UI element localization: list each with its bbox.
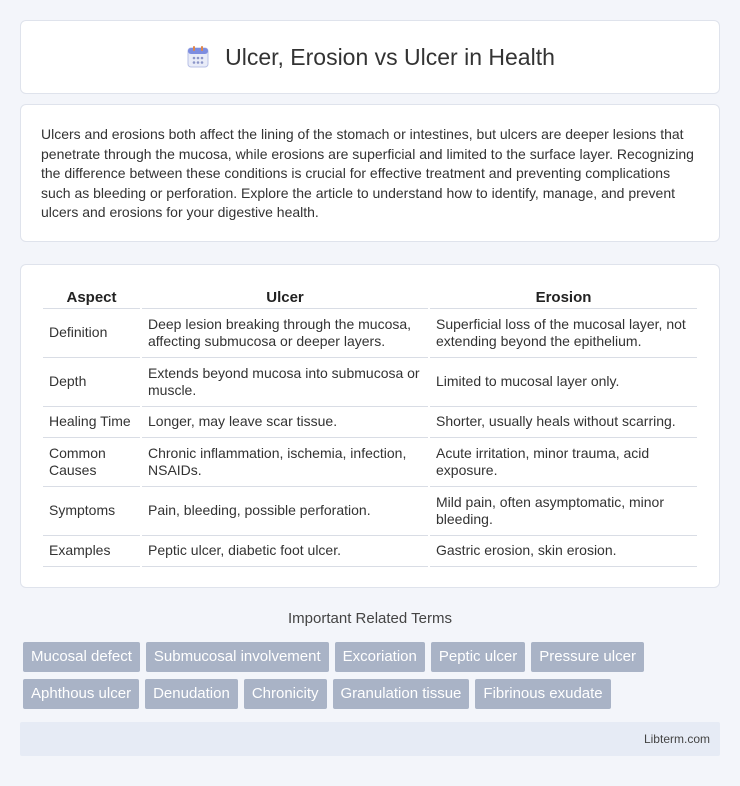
row-erosion: Gastric erosion, skin erosion. bbox=[430, 536, 697, 567]
row-erosion: Mild pain, often asymptomatic, minor bleeding. bbox=[430, 487, 697, 536]
table-row bbox=[43, 438, 697, 487]
related-term-tag[interactable]: Excoriation bbox=[335, 642, 425, 672]
comparison-table bbox=[41, 285, 699, 567]
row-aspect: Definition bbox=[43, 309, 140, 358]
row-erosion: Limited to mucosal layer only. bbox=[430, 358, 697, 407]
row-ulcer: Chronic inflammation, ischemia, infection, NSAIDs. bbox=[142, 438, 428, 487]
row-aspect: Depth bbox=[43, 358, 140, 407]
footer bbox=[20, 722, 720, 756]
table-row bbox=[43, 309, 697, 358]
footer-site-link[interactable]: Libterm.com bbox=[643, 732, 710, 746]
related-term-tag[interactable]: Aphthous ulcer bbox=[23, 679, 139, 709]
row-aspect: Examples bbox=[43, 536, 140, 567]
row-erosion: Superficial loss of the mucosal layer, not extending beyond the epithelium. bbox=[430, 309, 697, 358]
related-terms-list bbox=[20, 642, 700, 709]
row-ulcer: Extends beyond mucosa into submucosa or muscle. bbox=[142, 358, 428, 407]
intro-card bbox=[20, 104, 720, 242]
row-ulcer: Pain, bleeding, possible perforation. bbox=[142, 487, 428, 536]
related-term-tag[interactable]: Mucosal defect bbox=[23, 642, 140, 672]
table-row bbox=[43, 536, 697, 567]
row-ulcer: Peptic ulcer, diabetic foot ulcer. bbox=[142, 536, 428, 567]
row-aspect: Common Causes bbox=[43, 438, 140, 487]
intro-text: Ulcers and erosions both affect the lining of the stomach or intestines, but ulcers are deeper lesions that penetrate through the mucosa, while erosions are superficial and limited to the surface layer. Recognizing the difference between these conditions is crucial for effective treatment and preventing complications such as bleeding or perforation. Explore the article to understand how to identify, manage, and prevent ulcers and erosions for your digestive health. bbox=[41, 126, 694, 220]
comparison-table-card bbox=[20, 264, 720, 588]
related-term-tag[interactable]: Pressure ulcer bbox=[531, 642, 644, 672]
header-card bbox=[20, 20, 720, 94]
calendar-icon bbox=[185, 44, 211, 70]
related-term-tag[interactable]: Denudation bbox=[145, 679, 238, 709]
column-header-aspect: Aspect bbox=[43, 285, 140, 309]
page-title: Ulcer, Erosion vs Ulcer in Health bbox=[225, 43, 555, 70]
row-ulcer: Longer, may leave scar tissue. bbox=[142, 407, 428, 438]
related-term-tag[interactable]: Granulation tissue bbox=[333, 679, 470, 709]
table-header-row bbox=[43, 285, 697, 309]
related-term-tag[interactable]: Fibrinous exudate bbox=[475, 679, 610, 709]
column-header-erosion: Erosion bbox=[430, 285, 697, 309]
table-row bbox=[43, 487, 697, 536]
row-erosion: Shorter, usually heals without scarring. bbox=[430, 407, 697, 438]
row-aspect: Symptoms bbox=[43, 487, 140, 536]
related-term-tag[interactable]: Peptic ulcer bbox=[431, 642, 525, 672]
row-erosion: Acute irritation, minor trauma, acid exposure. bbox=[430, 438, 697, 487]
related-terms-title: Important Related Terms bbox=[288, 610, 452, 627]
related-term-tag[interactable]: Chronicity bbox=[244, 679, 327, 709]
table-row bbox=[43, 407, 697, 438]
row-aspect: Healing Time bbox=[43, 407, 140, 438]
column-header-ulcer: Ulcer bbox=[142, 285, 428, 309]
table-row bbox=[43, 358, 697, 407]
related-term-tag[interactable]: Submucosal involvement bbox=[146, 642, 329, 672]
row-ulcer: Deep lesion breaking through the mucosa, affecting submucosa or deeper layers. bbox=[142, 309, 428, 358]
